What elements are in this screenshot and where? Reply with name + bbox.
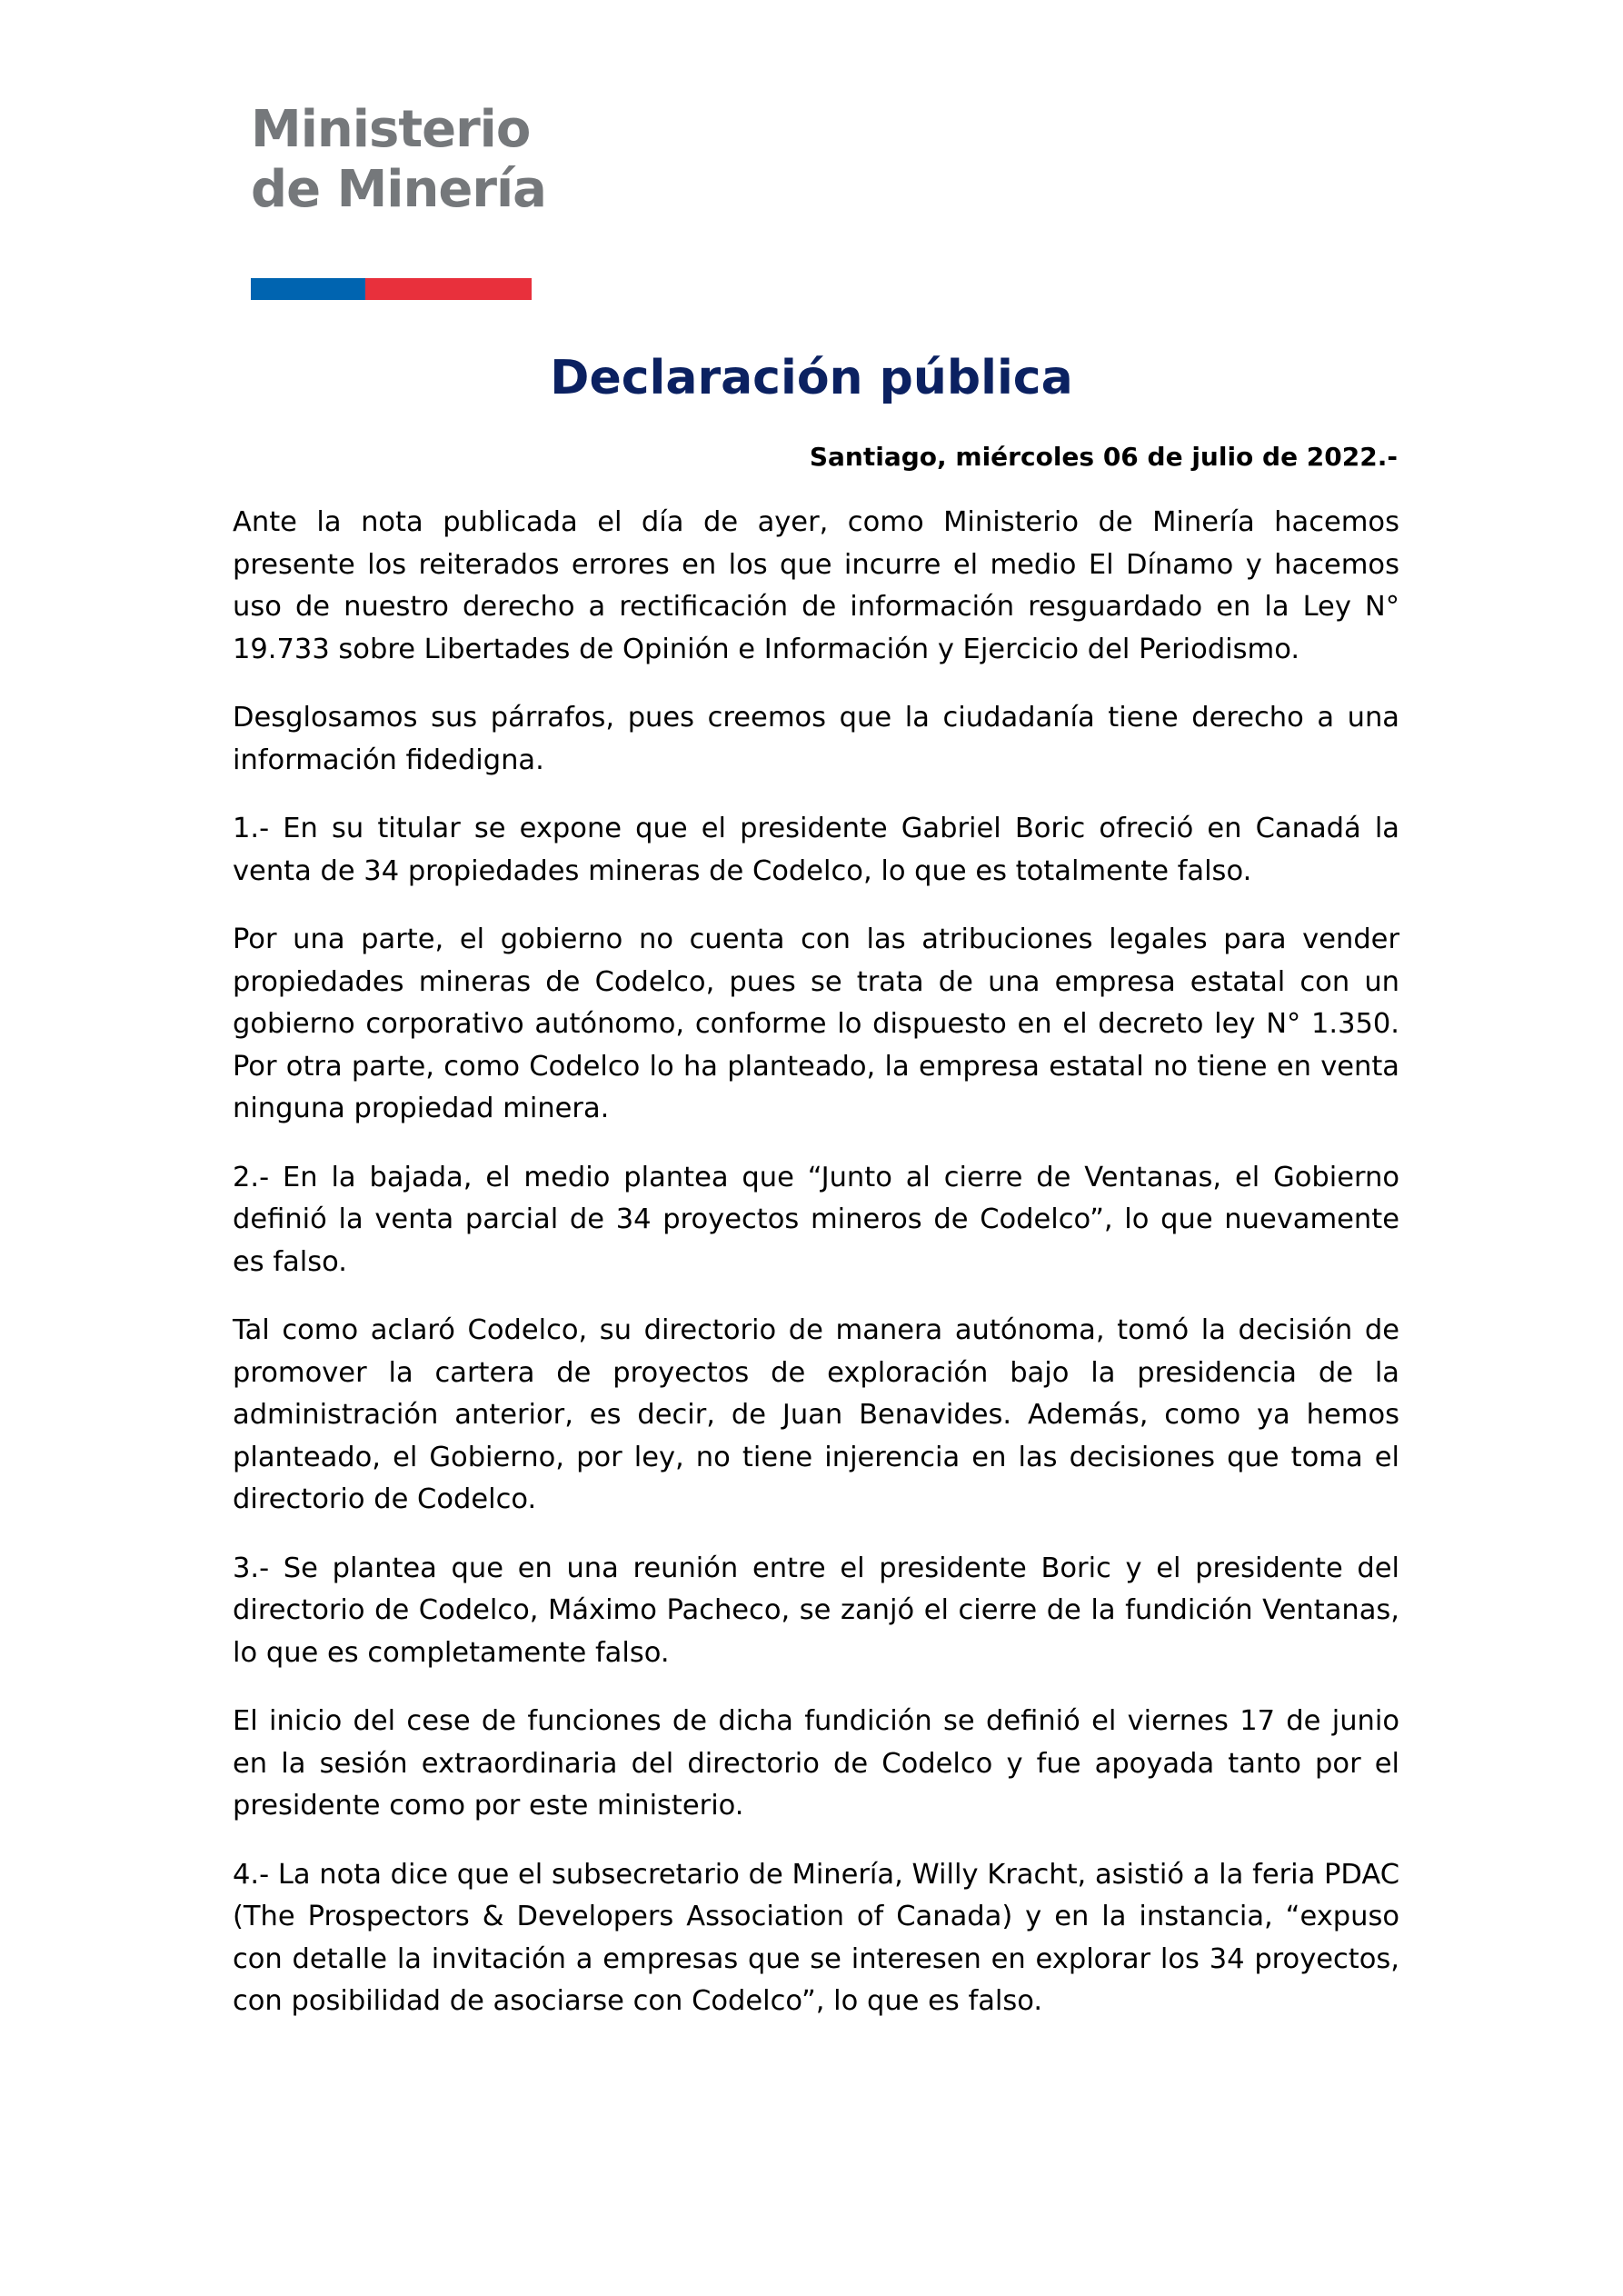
paragraph: Ante la nota publicada el día de ayer, como Ministerio de Minería hacemos presente los reiterados errores en los que incurre el medio El Dínamo y hacemos uso de nuestro derecho a rectificación de información resguardado en la Ley N° 19.733 sobre Libertades de Opinión e Información y Ejercicio del Periodismo.	[233, 506, 1399, 665]
paragraph: 2.- En la bajada, el medio plantea que “Junto al cierre de Ventanas, el Gobierno definió la venta parcial de 34 proyectos mineros de Codelco”, lo que nuevamente es falso.	[233, 1161, 1399, 1278]
dateline: Santiago, miércoles 06 de julio de 2022.-	[809, 442, 1398, 472]
paragraph: 1.- En su titular se expone que el presidente Gabriel Boric ofreció en Canadá la venta de 34 propiedades mineras de Codelco, lo que es totalmente falso.	[233, 813, 1399, 887]
paragraph: Desglosamos sus párrafos, pues creemos que la ciudadanía tiene derecho a una información fidedigna.	[233, 702, 1399, 776]
flag-blue-segment	[251, 278, 365, 300]
paragraph: Tal como aclaró Codelco, su directorio de manera autónoma, tomó la decisión de promover la cartera de proyectos de exploración bajo la presidencia de la administración anterior, es decir, de Juan Benavides. Además, como ya hemos planteado, el Gobierno, por ley, no tiene injerencia en las decisiones que toma el directorio de Codelco.	[233, 1314, 1399, 1515]
paragraph: 4.- La nota dice que el subsecretario de Minería, Willy Kracht, asistió a la feria PDAC (The Prospectors & Developers Association of Canada) y en la instancia, “expuso con detalle la invitación a empresas que se interesen en explorar los 34 proyectos, con posibilidad de asociarse con Codelco”, lo que es falso.	[233, 1858, 1399, 2017]
paragraph: Por una parte, el gobierno no cuenta con las atribuciones legales para vender propiedades mineras de Codelco, pues se trata de una empresa estatal con un gobierno corporativo autónomo, conforme lo dispuesto en el decreto ley N° 1.350. Por otra parte, como Codelco lo ha planteado, la empresa estatal no tiene en venta ninguna propiedad minera.	[233, 923, 1399, 1124]
document-title: Declaración pública	[550, 351, 1073, 405]
ministry-logo	[251, 100, 546, 220]
document-body	[233, 502, 1399, 2050]
paragraph: El inicio del cese de funciones de dicha fundición se definió el viernes 17 de junio en la sesión extraordinaria del directorio de Codelco y fue apoyada tanto por el presidente como por este ministerio.	[233, 1705, 1399, 1822]
flag-color-bar	[251, 278, 532, 300]
flag-red-segment	[365, 278, 532, 300]
logo-line-2: de Minería	[251, 160, 546, 219]
logo-line-1: Ministerio	[251, 100, 531, 159]
paragraph: 3.- Se plantea que en una reunión entre el presidente Boric y el presidente del directorio de Codelco, Máximo Pacheco, se zanjó el cierre de la fundición Ventanas, lo que es completamente falso.	[233, 1552, 1399, 1669]
